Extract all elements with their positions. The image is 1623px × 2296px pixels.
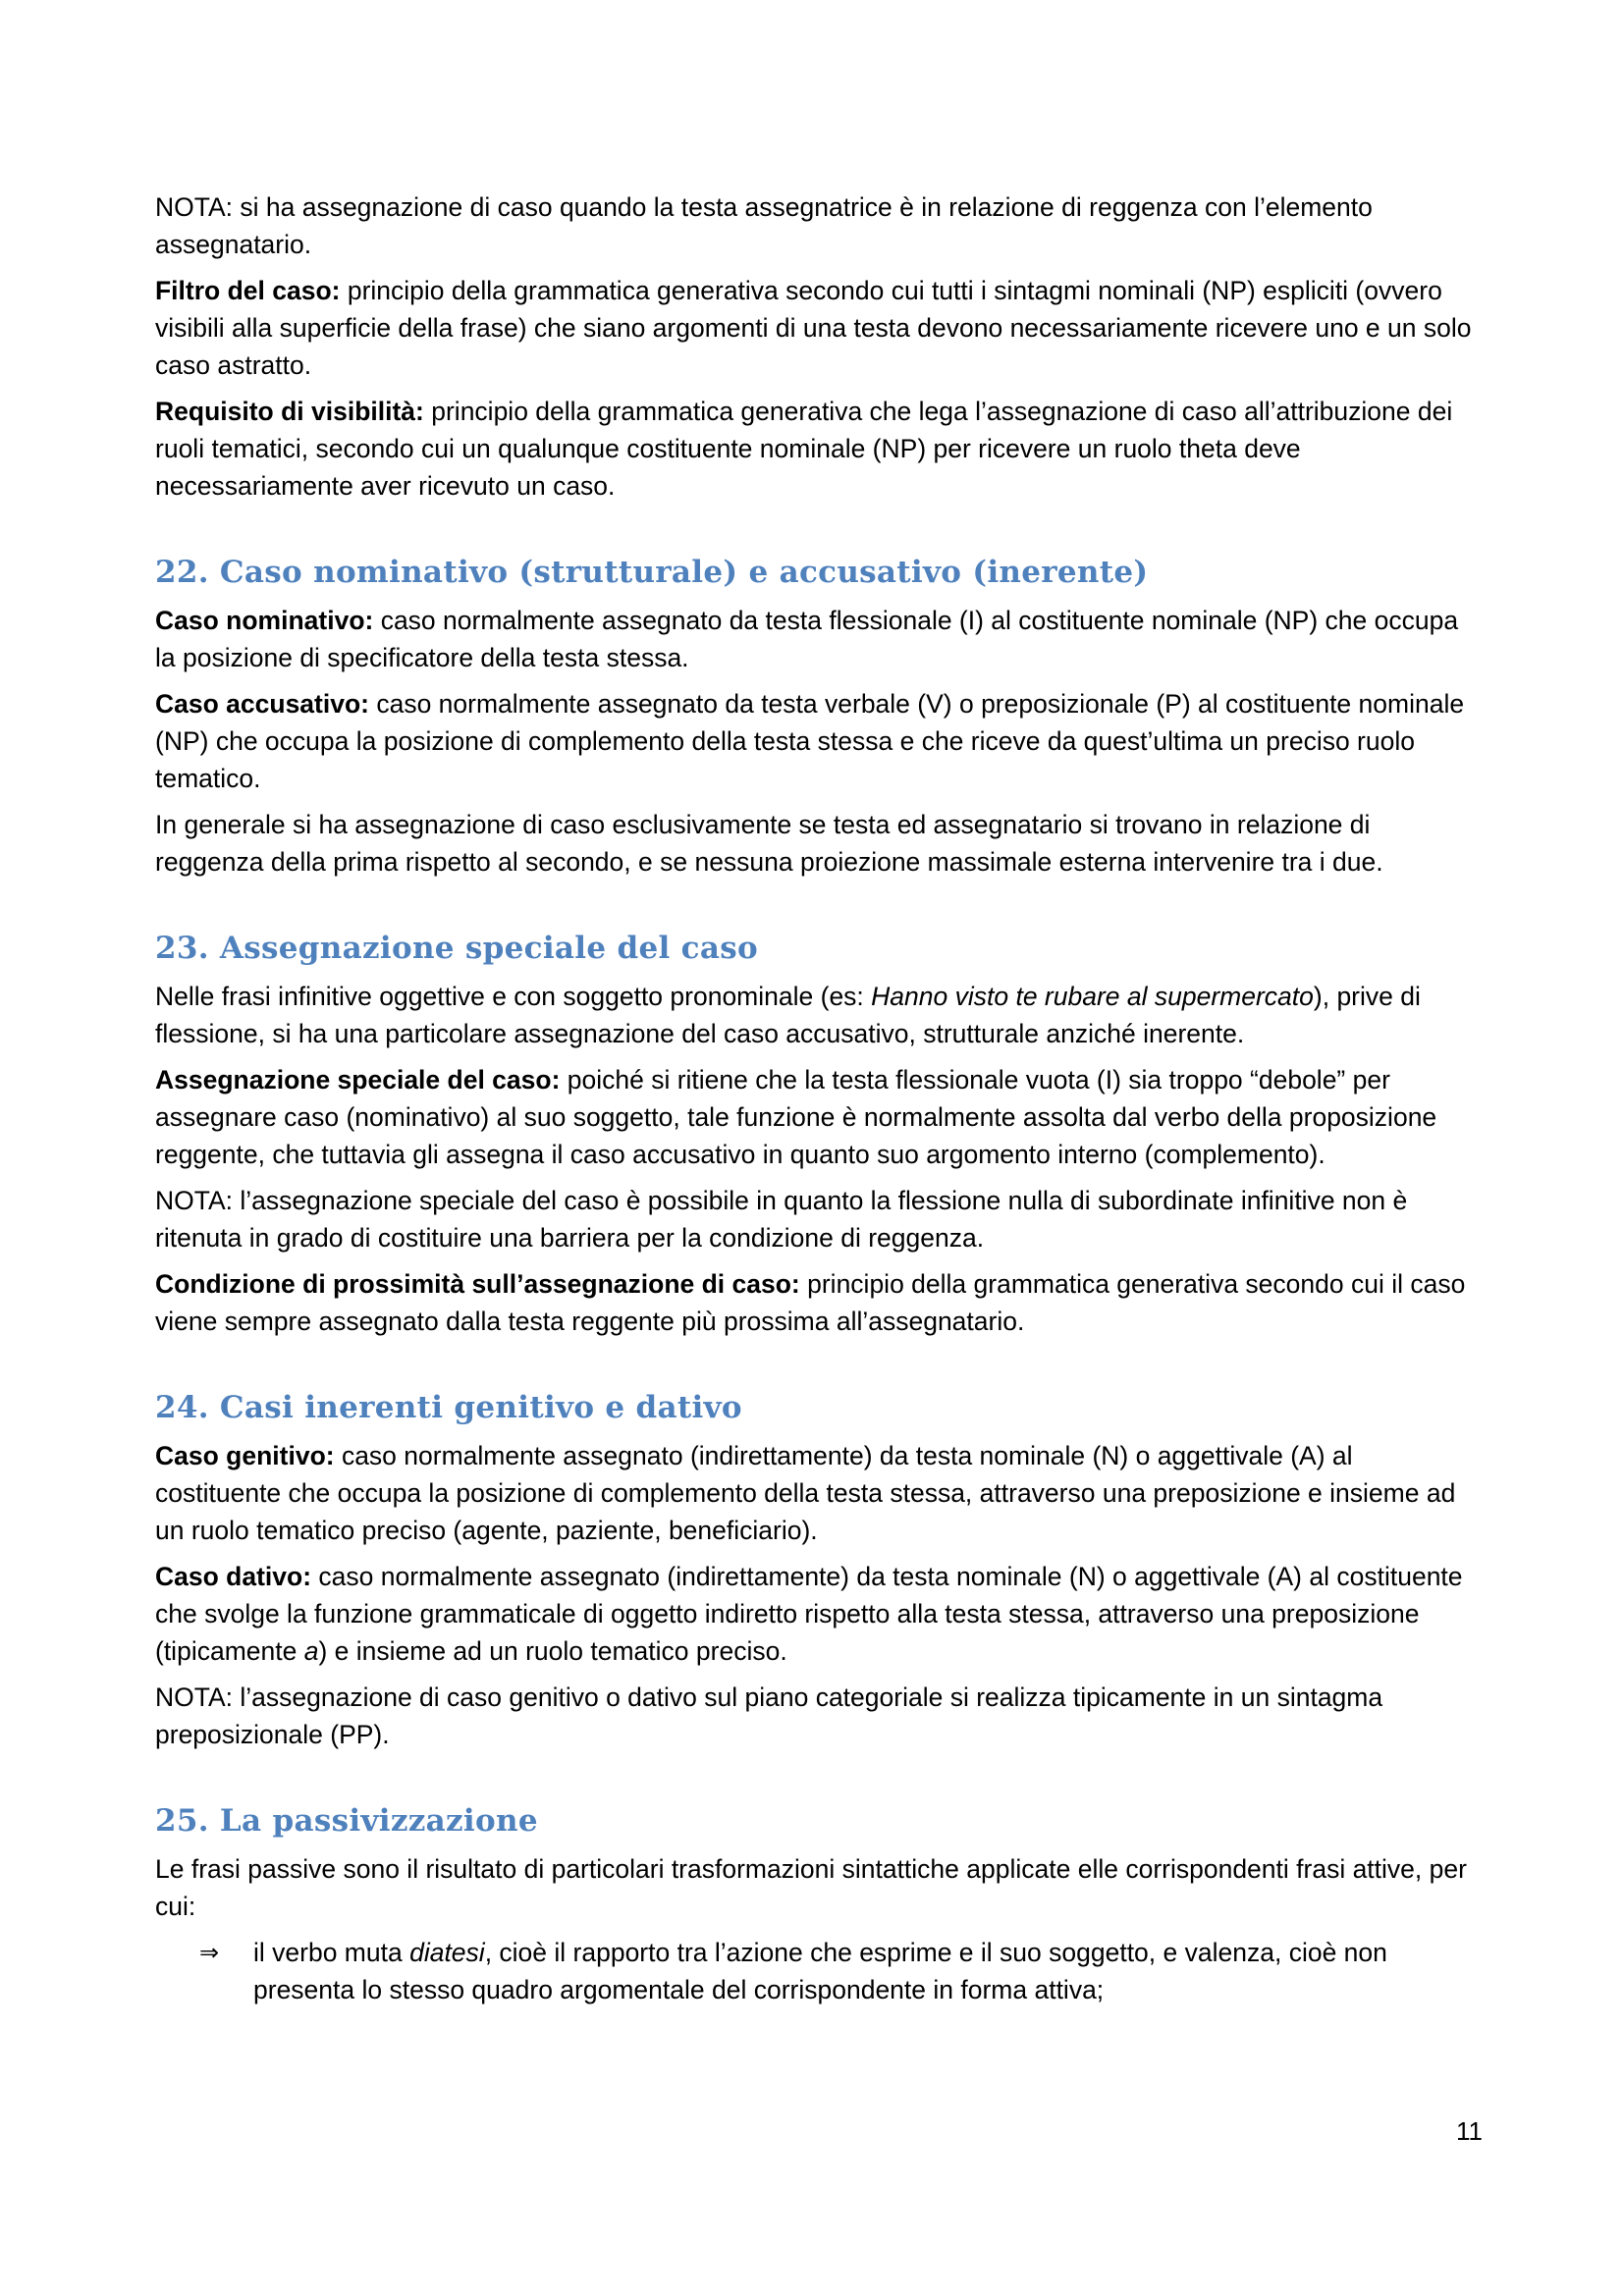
section-heading: 22. Caso nominativo (strutturale) e accusativo (inerente) (155, 555, 1149, 590)
nota-paragraph: NOTA: si ha assegnazione di caso quando la testa assegnatrice è in relazione di reggenza con l’elemento assegnatario. (155, 192, 1373, 259)
list-item-text: il verbo muta diatesi, cioè il rapporto tra l’azione che esprime e il suo soggetto, e valenza, cioè non presenta lo stesso quadro argomentale del corrispondente in forma attiva; (253, 1938, 1387, 2004)
definition-paragraph: Filtro del caso: principio della grammatica generativa secondo cui tutti i sintagmi nominali (NP) espliciti (ovvero visibili alla superficie della frase) che siano argomenti di una testa devono necessariamente ricevere uno e un solo caso astratto. (155, 276, 1472, 380)
term: Requisito di visibilità: (155, 397, 424, 426)
term: Filtro del caso: (155, 276, 341, 305)
definition-paragraph: Condizione di prossimità sull’assegnazione di caso: principio della grammatica generativa secondo cui il caso viene sempre assegnato dalla testa reggente più prossima all’assegnatario. (155, 1269, 1466, 1336)
body-paragraph: Nelle frasi infinitive oggettive e con soggetto pronominale (es: Hanno visto te rubare al supermercato), prive di flessione, si ha una particolare assegnazione del caso accusativo, strutturale anziché inerente. (155, 982, 1421, 1048)
definition-paragraph: Caso nominativo: caso normalmente assegnato da testa flessionale (I) al costituente nominale (NP) che occupa la posizione di specificatore della testa stessa. (155, 606, 1459, 672)
term: Condizione di prossimità sull’assegnazione di caso: (155, 1269, 800, 1299)
body-paragraph: In generale si ha assegnazione di caso esclusivamente se testa ed assegnatario si trovano in relazione di reggenza della prima rispetto al secondo, e se nessuna proiezione massimale esterna intervenire tra i due. (155, 810, 1383, 877)
section-heading: 24. Casi inerenti genitivo e dativo (155, 1390, 742, 1425)
double-arrow-icon: ⇒ (199, 1939, 220, 1966)
definition-paragraph: Caso accusativo: caso normalmente assegnato da testa verbale (V) o preposizionale (P) al costituente nominale (NP) che occupa la posizione di complemento della testa stessa e che riceve da quest’ultima un preciso ruolo tematico. (155, 689, 1465, 793)
definition-paragraph: Requisito di visibilità: principio della grammatica generativa che lega l’assegnazione di caso all’attribuzione dei ruoli tematici, secondo cui un qualunque costituente nominale (NP) per ricevere un ruolo theta deve necessariamente aver ricevuto un caso. (155, 397, 1453, 501)
nota-paragraph: NOTA: l’assegnazione di caso genitivo o dativo sul piano categoriale si realizza tipicamente in un sintagma preposizionale (PP). (155, 1682, 1383, 1749)
definition-paragraph: Assegnazione speciale del caso: poiché si ritiene che la testa flessionale vuota (I) sia troppo “debole” per assegnare caso (nominativo) al suo soggetto, tale funzione è normalmente assolta dal verbo della proposizione reggente, che tuttavia gli assegna il caso accusativo in quanto suo argomento interno (complemento). (155, 1065, 1437, 1169)
body-paragraph: Le frasi passive sono il risultato di particolari trasformazioni sintattiche applicate elle corrispondenti frasi attive, per cui: (155, 1854, 1467, 1921)
document-page (155, 188, 1483, 2008)
page-number: 11 (1456, 2116, 1483, 2146)
section-heading: 25. La passivizzazione (155, 1803, 538, 1839)
term: Caso genitivo: (155, 1441, 335, 1470)
nota-paragraph: NOTA: l’assegnazione speciale del caso è possibile in quanto la flessione nulla di subordinate infinitive non è ritenuta in grado di costituire una barriera per la condizione di reggenza. (155, 1186, 1408, 1253)
term: Caso nominativo: (155, 606, 374, 635)
term: Assegnazione speciale del caso: (155, 1065, 561, 1095)
term: Caso dativo: (155, 1562, 312, 1591)
example-text: Hanno visto te rubare al supermercato (871, 982, 1314, 1011)
definition-paragraph: Caso dativo: caso normalmente assegnato (indirettamente) da testa nominale (N) o aggettivale (A) al costituente che svolge la funzione grammaticale di oggetto indiretto rispetto alla testa stessa, attraverso una preposizione (tipicamente a) e insieme ad un ruolo tematico preciso. (155, 1562, 1463, 1666)
list-item (199, 1934, 1483, 2008)
definition-paragraph: Caso genitivo: caso normalmente assegnato (indirettamente) da testa nominale (N) o aggettivale (A) al costituente che occupa la posizione di complemento della testa stessa, attraverso una preposizione e insieme ad un ruolo tematico preciso (agente, paziente, beneficiario). (155, 1441, 1456, 1545)
section-heading: 23. Assegnazione speciale del caso (155, 931, 758, 966)
term: Caso accusativo: (155, 689, 369, 719)
